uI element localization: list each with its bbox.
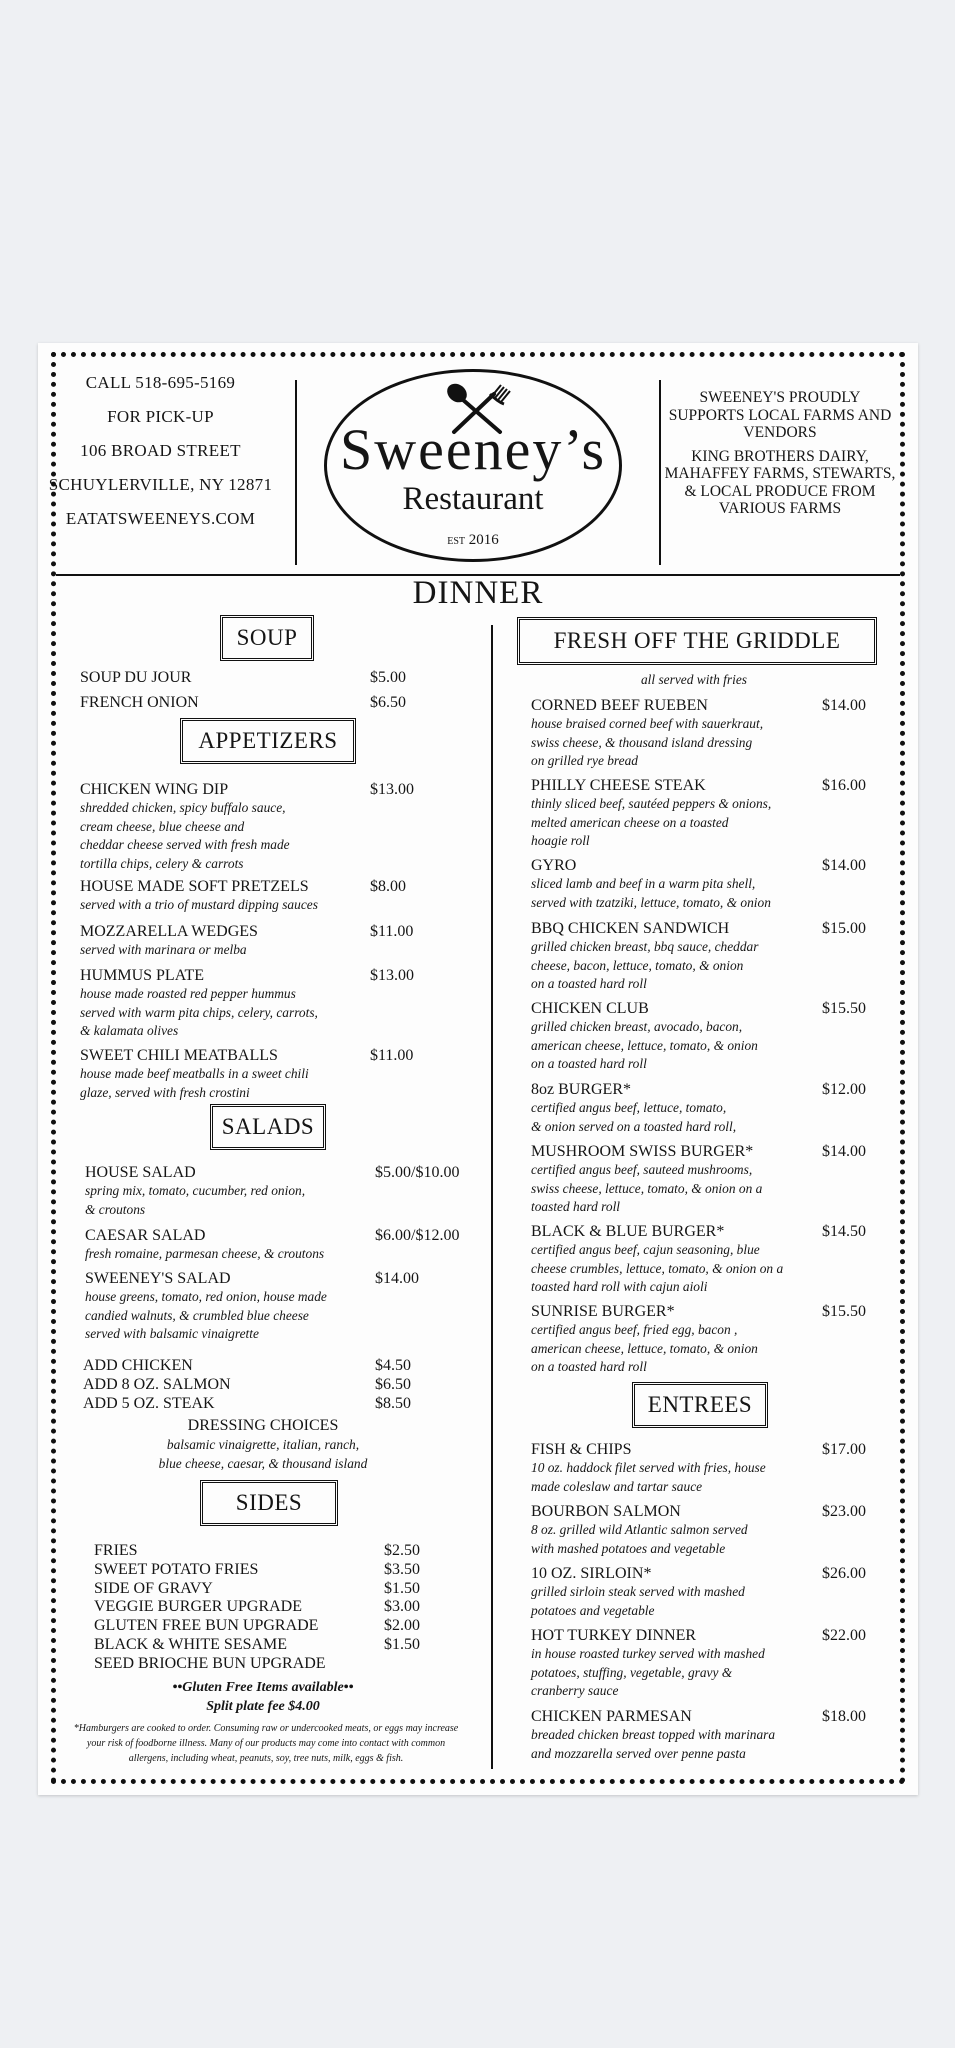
item-name: HOT TURKEY DINNER xyxy=(531,1627,697,1644)
menu-item xyxy=(531,1626,876,1701)
menu-item xyxy=(531,919,876,994)
menu-item xyxy=(531,1502,876,1558)
menu-item xyxy=(531,1142,876,1217)
item-name: HOUSE MADE SOFT PRETZELS xyxy=(80,878,309,895)
appetizers-heading: APPETIZERS xyxy=(180,718,356,764)
item-description: thinly sliced beef, sautéed peppers & onions, melted american cheese on a toasted hoagie roll xyxy=(531,796,772,849)
item-description: house braised corned beef with sauerkraut, swiss cheese, & thousand island dressing on grilled rye bread xyxy=(531,716,764,769)
addon-row xyxy=(83,1375,443,1394)
item-name: SWEET CHILI MEATBALLS xyxy=(80,1047,278,1064)
menu-item xyxy=(531,1302,876,1377)
soup-heading: SOUP xyxy=(220,615,314,661)
item-price: $8.00 xyxy=(370,878,406,895)
header-divider-left xyxy=(295,380,297,565)
menu-item xyxy=(80,877,460,915)
item-description: certified angus beef, lettuce, tomato, & onion served on a toasted hard roll, xyxy=(531,1100,737,1134)
menu-title: DINNER xyxy=(412,575,544,611)
item-description: certified angus beef, sauteed mushrooms, swiss cheese, lettuce, tomato, & onion on a toasted hard roll xyxy=(531,1162,763,1215)
allergen-disclaimer: *Hamburgers are cooked to order. Consuming raw or undercooked meats, or eggs may increase your risk of foodborne illness. Many of our products may come into contact with common allergens, including wheat, peanuts, soy, tree nuts, milk, eggs & fish. xyxy=(73,1723,459,1764)
addon-price: $6.50 xyxy=(375,1376,411,1393)
logo-subtitle: Restaurant xyxy=(402,481,544,517)
addon-name: ADD CHICKEN xyxy=(83,1357,193,1374)
dressing-heading: DRESSING CHOICES xyxy=(187,1417,339,1434)
header-divider-right xyxy=(659,380,661,565)
split-plate-note: Split plate fee $4.00 xyxy=(206,1699,320,1714)
item-price: $5.00/$10.00 xyxy=(375,1164,460,1181)
menu-item xyxy=(531,776,876,851)
dressing-list-1: balsamic vinaigrette, italian, ranch, xyxy=(166,1437,360,1452)
logo-established: EST 2016 xyxy=(447,532,499,548)
menu-page xyxy=(38,343,918,1795)
griddle-subheading: all served with fries xyxy=(640,672,747,687)
item-price: $26.00 xyxy=(822,1565,866,1582)
item-description: 8 oz. grilled wild Atlantic salmon served with mashed potatoes and vegetable xyxy=(531,1522,748,1556)
item-price: $15.00 xyxy=(822,920,866,937)
menu-item xyxy=(531,696,876,771)
item-name: SWEENEY'S SALAD xyxy=(85,1270,231,1287)
menu-item xyxy=(80,966,460,1041)
addon-price: $8.50 xyxy=(375,1395,411,1412)
item-price: $14.50 xyxy=(822,1223,866,1240)
addon-row xyxy=(83,1394,443,1413)
item-description: certified angus beef, cajun seasoning, blue cheese crumbles, lettuce, tomato, & onion on a toasted hard roll with cajun aioli xyxy=(531,1242,784,1295)
local-support-text: SWEENEY'S PROUDLY SUPPORTS LOCAL FARMS AND VENDORS xyxy=(668,389,892,441)
item-description: in house roasted turkey served with mashed potatoes, stuffing, vegetable, gravy & cranberry sauce xyxy=(531,1646,765,1699)
menu-item xyxy=(80,780,460,870)
item-price: $15.50 xyxy=(822,1000,866,1017)
item-name: 8oz BURGER* xyxy=(531,1081,631,1098)
item-price: $13.00 xyxy=(370,967,414,984)
item-price: $15.50 xyxy=(822,1303,866,1320)
item-name: CHICKEN CLUB xyxy=(531,1000,649,1017)
logo-oval xyxy=(324,369,622,562)
item-description: spring mix, tomato, cucumber, red onion, & croutons xyxy=(85,1183,306,1217)
item-name: SOUP DU JOUR xyxy=(80,669,192,686)
gluten-free-note: ••Gluten Free Items available•• xyxy=(172,1680,354,1695)
salads-heading: SALADS xyxy=(210,1104,326,1150)
dressing-list-2: blue cheese, caesar, & thousand island xyxy=(158,1456,368,1471)
item-price: $6.50 xyxy=(370,694,406,711)
menu-item xyxy=(80,922,460,960)
column-divider xyxy=(491,625,493,1769)
item-name: PHILLY CHEESE STEAK xyxy=(531,777,706,794)
item-description: fresh romaine, parmesan cheese, & croutons xyxy=(85,1246,325,1261)
item-description: breaded chicken breast topped with marinara and mozzarella served over penne pasta xyxy=(531,1727,776,1761)
item-name: HOUSE SALAD xyxy=(85,1164,196,1181)
menu-item xyxy=(531,1707,876,1763)
side-row: VEGGIE BURGER UPGRADE $3.00 xyxy=(94,1598,420,1616)
side-row: SEED BRIOCHE BUN UPGRADE xyxy=(94,1654,326,1672)
item-price: $14.00 xyxy=(822,1143,866,1160)
item-description: grilled chicken breast, avocado, bacon, american cheese, lettuce, tomato, & onion on a toasted hard roll xyxy=(531,1019,758,1072)
logo-name: Sweeney’s xyxy=(339,417,607,482)
item-name: GYRO xyxy=(531,857,577,874)
farms-list-text: KING BROTHERS DAIRY, MAHAFFEY FARMS, STEWARTS, & LOCAL PRODUCE FROM VARIOUS FARMS xyxy=(664,447,896,517)
addon-name: ADD 8 OZ. SALMON xyxy=(83,1376,231,1393)
item-name: BOURBON SALMON xyxy=(531,1503,681,1520)
item-price: $6.00/$12.00 xyxy=(375,1227,460,1244)
item-name: BBQ CHICKEN SANDWICH xyxy=(531,920,730,937)
addon-name: ADD 5 OZ. STEAK xyxy=(83,1395,215,1412)
item-price: $16.00 xyxy=(822,777,866,794)
salad-addons xyxy=(83,1356,443,1413)
item-name: 10 OZ. SIRLOIN* xyxy=(531,1565,652,1582)
menu-item xyxy=(531,1440,876,1496)
item-description: grilled chicken breast, bbq sauce, cheddar cheese, bacon, lettuce, tomato, & onion on a toasted hard roll xyxy=(531,939,759,992)
item-description: shredded chicken, spicy buffalo sauce, cream cheese, blue cheese and cheddar cheese served with fresh made tortilla chips, celery & carrots xyxy=(80,800,290,871)
item-price: $11.00 xyxy=(370,923,414,940)
city-line: SCHUYLERVILLE, NY 12871 xyxy=(48,475,273,494)
menu-item xyxy=(85,1269,465,1344)
side-row: GLUTEN FREE BUN UPGRADE $2.00 xyxy=(94,1617,420,1635)
item-description: sliced lamb and beef in a warm pita shell, served with tzatziki, lettuce, tomato, & onion xyxy=(531,876,771,910)
item-price: $17.00 xyxy=(822,1441,866,1458)
item-name: SUNRISE BURGER* xyxy=(531,1303,675,1320)
menu-item xyxy=(531,999,876,1074)
item-name: FRENCH ONION xyxy=(80,694,199,711)
sides-list xyxy=(94,1542,454,1674)
griddle-heading: FRESH OFF THE GRIDDLE xyxy=(517,617,877,665)
item-description: house greens, tomato, red onion, house made candied walnuts, & crumbled blue cheese served with balsamic vinaigrette xyxy=(85,1289,327,1342)
menu-item xyxy=(531,1080,876,1136)
menu-item xyxy=(531,1222,876,1297)
item-description: grilled sirloin steak served with mashed potatoes and vegetable xyxy=(531,1584,745,1618)
item-description: served with marinara or melba xyxy=(80,942,247,957)
item-name: FISH & CHIPS xyxy=(531,1441,632,1458)
item-name: CHICKEN WING DIP xyxy=(80,781,229,798)
contact-info xyxy=(38,366,283,536)
menu-item xyxy=(531,856,876,912)
item-price: $14.00 xyxy=(822,857,866,874)
phone-line: CALL 518-695-5169 xyxy=(85,373,236,392)
menu-item xyxy=(80,1046,460,1102)
menu-item xyxy=(85,1226,465,1264)
item-name: BLACK & BLUE BURGER* xyxy=(531,1223,725,1240)
item-name: CHICKEN PARMESAN xyxy=(531,1708,692,1725)
side-row: SWEET POTATO FRIES $3.50 xyxy=(94,1560,420,1578)
item-price: $14.00 xyxy=(822,697,866,714)
item-price: $5.00 xyxy=(370,669,406,686)
item-price: $14.00 xyxy=(375,1270,419,1287)
item-description: certified angus beef, fried egg, bacon , american cheese, lettuce, tomato, & onion on a toasted hard roll xyxy=(531,1322,758,1375)
item-name: HUMMUS PLATE xyxy=(80,967,205,984)
item-name: MUSHROOM SWISS BURGER* xyxy=(531,1143,754,1160)
local-farms-note xyxy=(662,389,898,524)
menu-item xyxy=(80,668,460,687)
website-line: EATATSWEENEYS.COM xyxy=(65,509,256,528)
item-price: $22.00 xyxy=(822,1627,866,1644)
item-price: $13.00 xyxy=(370,781,414,798)
item-description: house made roasted red pepper hummus served with warm pita chips, celery, carrots, & kalamata olives xyxy=(80,986,318,1039)
item-name: CAESAR SALAD xyxy=(85,1227,206,1244)
menu-item xyxy=(531,1564,876,1620)
item-price: $12.00 xyxy=(822,1081,866,1098)
item-price: $11.00 xyxy=(370,1047,414,1064)
item-description: served with a trio of mustard dipping sauces xyxy=(80,897,318,912)
pickup-line: FOR PICK-UP xyxy=(107,407,214,426)
item-name: CORNED BEEF RUEBEN xyxy=(531,697,708,714)
item-description: 10 oz. haddock filet served with fries, house made coleslaw and tartar sauce xyxy=(531,1460,766,1494)
addon-price: $4.50 xyxy=(375,1357,411,1374)
item-name: MOZZARELLA WEDGES xyxy=(80,923,258,940)
entrees-heading: ENTREES xyxy=(632,1382,768,1428)
item-description: house made beef meatballs in a sweet chili glaze, served with fresh crostini xyxy=(80,1066,309,1100)
street-line: 106 BROAD STREET xyxy=(80,441,241,460)
sides-heading: SIDES xyxy=(200,1480,338,1526)
addon-row xyxy=(83,1356,443,1375)
menu-item xyxy=(85,1163,465,1219)
side-row: BLACK & WHITE SESAME $1.50 xyxy=(94,1635,420,1653)
item-price: $18.00 xyxy=(822,1708,866,1725)
menu-item xyxy=(80,693,460,712)
item-price: $23.00 xyxy=(822,1503,866,1520)
side-row: SIDE OF GRAVY $1.50 xyxy=(94,1579,420,1597)
side-row: FRIES $2.50 xyxy=(94,1542,420,1559)
